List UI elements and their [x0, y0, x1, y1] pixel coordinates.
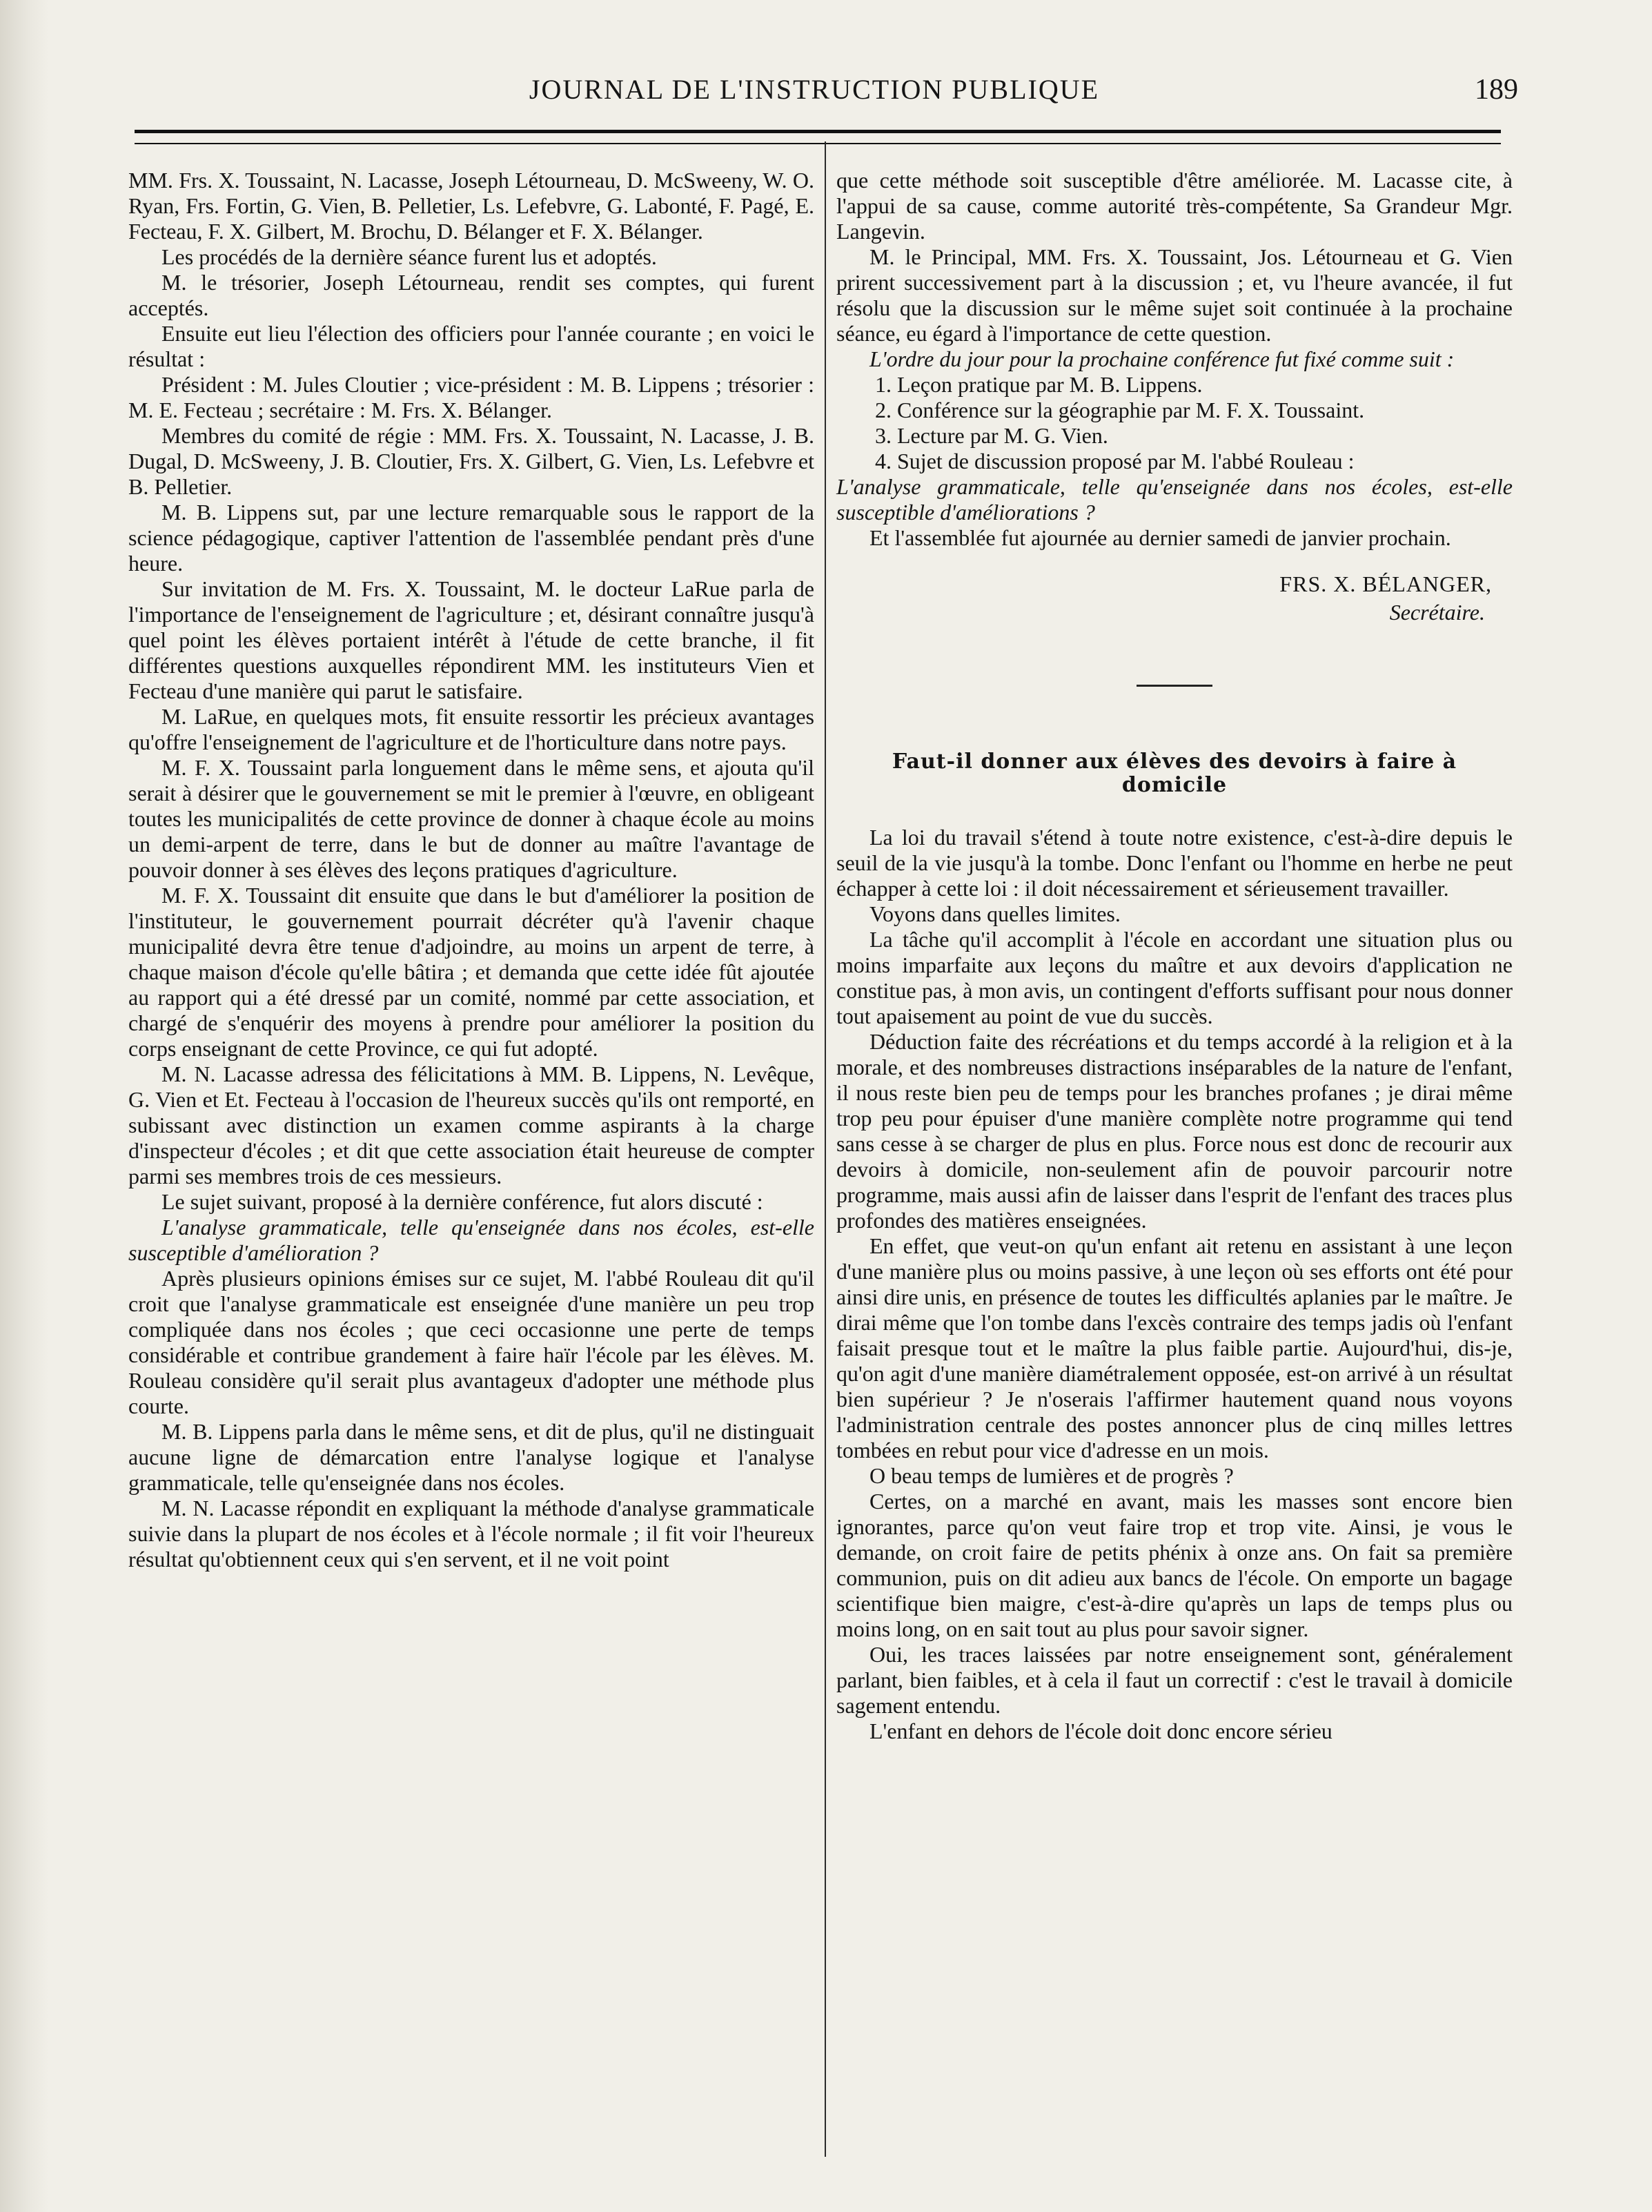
signature-name: FRS. X. BÉLANGER,	[1279, 571, 1492, 596]
paragraph: Le sujet suivant, proposé à la dernière conférence, fut alors discuté :	[161, 1189, 763, 1214]
article-paragraph: L'enfant en dehors de l'école doit donc encore sérieu	[869, 1719, 1333, 1743]
article-paragraph: La tâche qu'il accomplit à l'école en accordant une situation plus ou moins imparfaite aux leçons du maître et aux devoirs d'application ne constitue pas, à mon avis, un contingent d'efforts suffisant pour nous donner tout apaisement au point de vue du succès.	[836, 927, 1513, 1028]
page-binding-shadow	[0, 0, 48, 2212]
agenda-list	[836, 372, 1513, 474]
signature-block	[836, 571, 1513, 625]
paragraph: Après plusieurs opinions émises sur ce sujet, M. l'abbé Rouleau dit qu'il croit que l'analyse grammaticale est enseignée d'une manière un peu trop compliquée dans nos écoles ; que ceci occasionne une perte de temps considérable et contribue grandement à faire haïr l'école par les élèves. M. Rouleau considère qu'il serait plus avantageux d'adopter une méthode plus courte.	[128, 1266, 814, 1418]
column-divider	[825, 141, 826, 2157]
header-double-rule	[135, 130, 1501, 144]
running-title: JOURNAL DE L'INSTRUCTION PUBLIQUE	[529, 74, 1100, 105]
article-paragraph: En effet, que veut-on qu'un enfant ait retenu en assistant à une leçon d'une manière plus ou moins passive, à une leçon où ses efforts ont été pour ainsi dire unis, en présence de toutes les difficultés aplanies par le maître. Je dirai même que l'on tombe dans l'excès contraire des temps jadis où l'enfant faisait presque tout et le maître la plus faible partie. Aujourd'hui, dis-je, qu'on agit d'une manière diamétralement opposée, est-on arrivé à un résultat bien supérieur ? Je n'oserais l'affirmer hautement quand nous voyons l'administration centrale des postes annoncer plus de cinq milles lettres tombées en rebut pour vice d'adresse en un mois.	[836, 1233, 1513, 1462]
agenda-item: 2. Conférence sur la géographie par M. F. X. Toussaint.	[897, 398, 1513, 423]
agenda-item: 4. Sujet de discussion proposé par M. l'abbé Rouleau :	[897, 449, 1513, 474]
adjournment: Et l'assemblée fut ajournée au dernier samedi de janvier prochain.	[869, 525, 1451, 550]
paragraph: Président : M. Jules Cloutier ; vice-président : M. B. Lippens ; trésorier : M. E. Fecteau ; secrétaire : M. Frs. X. Bélanger.	[128, 372, 814, 422]
paragraph: M. B. Lippens sut, par une lecture remarquable sous le rapport de la science pédagogique, captiver l'attention de l'assemblée pendant près d'une heure.	[128, 500, 814, 576]
article-paragraph: O beau temps de lumières et de progrès ?	[869, 1463, 1234, 1488]
section-separator	[1137, 685, 1212, 687]
agenda-item: 1. Leçon pratique par M. B. Lippens.	[897, 372, 1513, 398]
page-number: 189	[1475, 74, 1518, 106]
paragraph: M. B. Lippens parla dans le même sens, et dit de plus, qu'il ne distinguait aucune ligne de démarcation entre l'analyse logique et l'analyse grammaticale, telle qu'enseignée dans nos écoles.	[128, 1419, 814, 1495]
agenda-item: 3. Lecture par M. G. Vien.	[897, 423, 1513, 449]
attendance-list: MM. Frs. X. Toussaint, N. Lacasse, Joseph Létourneau, D. McSweeny, W. O. Ryan, Frs. Fortin, G. Vien, B. Pelletier, Ls. Lefebvre, G. Labonté, F. Pagé, E. Fecteau, F. X. Gilbert, M. Brochu, D. Bélanger et F. X. Bélanger.	[128, 168, 814, 244]
paragraph: Sur invitation de M. Frs. X. Toussaint, M. le docteur LaRue parla de l'importance de l'enseignement de l'agriculture ; et, désirant connaître jusqu'à quel point les élèves portaient intérêt à l'étude de cette branche, il fit différentes questions auxquelles répondirent MM. les instituteurs Vien et Fecteau d'une manière qui parut le satisfaire.	[128, 576, 814, 703]
paragraph: M. le trésorier, Joseph Létourneau, rendit ses comptes, qui furent acceptés.	[128, 270, 814, 320]
paragraph: M. le Principal, MM. Frs. X. Toussaint, Jos. Létourneau et G. Vien prirent successivement part à la discussion ; et, vu l'heure avancée, il fut résolu que la discussion sur le même sujet soit continuée à la prochaine séance, eu égard à l'importance de cette question.	[836, 244, 1513, 346]
paragraph: L'ordre du jour pour la prochaine conférence fut fixé comme suit :	[869, 346, 1455, 371]
paragraph: Membres du comité de régie : MM. Frs. X. Toussaint, N. Lacasse, J. B. Dugal, D. McSweeny, J. B. Cloutier, Frs. X. Gilbert, G. Vien, Ls. Lefebvre et B. Pelletier.	[128, 423, 814, 499]
running-head	[124, 69, 1518, 110]
article-paragraph: Voyons dans quelles limites.	[869, 901, 1121, 926]
paragraph: M. F. X. Toussaint dit ensuite que dans le but d'améliorer la position de l'instituteur, le gouvernement pourrait décréter qu'à l'avenir chaque municipalité devra être tenue d'adjoindre, au moins un arpent de terre, à chaque maison d'école qu'elle bâtira ; et demanda que cette idée fût ajoutée au rapport qui a été dressé par un comité, nommé par cette association, et chargé de s'enquérir des moyens à prendre pour améliorer la position du corps enseignant de cette Province, ce qui fut adopté.	[128, 883, 814, 1061]
paragraph: M. N. Lacasse adressa des félicitations à MM. B. Lippens, N. Levêque, G. Vien et Et. Fecteau à l'occasion de l'heureux succès qu'ils ont remporté, en subissant avec distinction un examen comme aspirants à la charge d'inspecteur d'écoles ; et dit que cette association était heureuse de compter parmi ses membres trois de ces messieurs.	[128, 1061, 814, 1188]
paragraph: M. LaRue, en quelques mots, fit ensuite ressortir les précieux avantages qu'offre l'enseignement de l'agriculture et de l'horticulture dans notre pays.	[128, 704, 814, 754]
paragraph: M. N. Lacasse répondit en expliquant la méthode d'analyse grammaticale suivie dans la plupart de nos écoles et à l'école normale ; il fit voir l'heureux résultat qu'obtiennent ceux qui s'en servent, et il ne voit point	[128, 1496, 814, 1572]
left-column	[128, 168, 814, 1572]
article-paragraph: Certes, on a marché en avant, mais les masses sont encore bien ignorantes, parce qu'on veut faire trop et trop vite. Ainsi, je vous le demande, on croit faire de petits phénix à onze ans. On fait sa première communion, puis on dit adieu aux bancs de l'école. On emporte un bagage scientifique bien maigre, c'est-à-dire qu'après un laps de temps plus ou moins long, on en sait tout au plus pour savoir signer.	[836, 1489, 1513, 1641]
right-column	[836, 168, 1513, 1744]
paragraph: M. F. X. Toussaint parla longuement dans le même sens, et ajouta qu'il serait à désirer que le gouvernement se mit le premier à l'œuvre, en obligeant toutes les municipalités de cette province de donner à chaque école au moins un demi-arpent de terre, dans le but de donner au maître l'avantage de pouvoir donner à ses élèves des leçons pratiques d'agriculture.	[128, 755, 814, 882]
discussion-question: L'analyse grammaticale, telle qu'enseignée dans nos écoles, est-elle susceptible d'amélioration ?	[128, 1215, 814, 1265]
paragraph: Ensuite eut lieu l'élection des officiers pour l'année courante ; en voici le résultat :	[128, 321, 814, 371]
paragraph: Les procédés de la dernière séance furent lus et adoptés.	[161, 244, 657, 269]
article-paragraph: La loi du travail s'étend à toute notre existence, c'est-à-dire depuis le seuil de la vie jusqu'à la tombe. Donc l'enfant ou l'homme en herbe ne peut échapper à cette loi : il doit nécessairement et sérieusement travailler.	[836, 825, 1513, 901]
article-paragraph: Oui, les traces laissées par notre enseignement sont, généralement parlant, bien faibles, et à cela il faut un correctif : c'est le travail à domicile sagement entendu.	[836, 1642, 1513, 1718]
agenda-question: L'analyse grammaticale, telle qu'enseignée dans nos écoles, est-elle susceptible d'améliorations ?	[836, 474, 1513, 525]
article-title: Faut-il donner aux élèves des devoirs à faire à domicile	[892, 750, 1457, 797]
signature-title: Secrétaire.	[1389, 600, 1485, 625]
article-paragraph: Déduction faite des récréations et du temps accordé à la religion et à la morale, et des nombreuses distractions inséparables de la nature de l'enfant, il nous reste bien peu de temps pour les branches profanes ; je dirai même trop peu pour épuiser d'une manière complète notre programme qui tend sans cesse à se charger de plus en plus. Force nous est donc de recourir aux devoirs à domicile, non-seulement afin de pouvoir parcourir notre programme, mais aussi afin de laisser dans l'esprit de l'enfant des traces plus profondes des matières enseignées.	[836, 1029, 1513, 1233]
paragraph: que cette méthode soit susceptible d'être améliorée. M. Lacasse cite, à l'appui de sa cause, comme autorité très-compétente, Sa Grandeur Mgr. Langevin.	[836, 168, 1513, 244]
